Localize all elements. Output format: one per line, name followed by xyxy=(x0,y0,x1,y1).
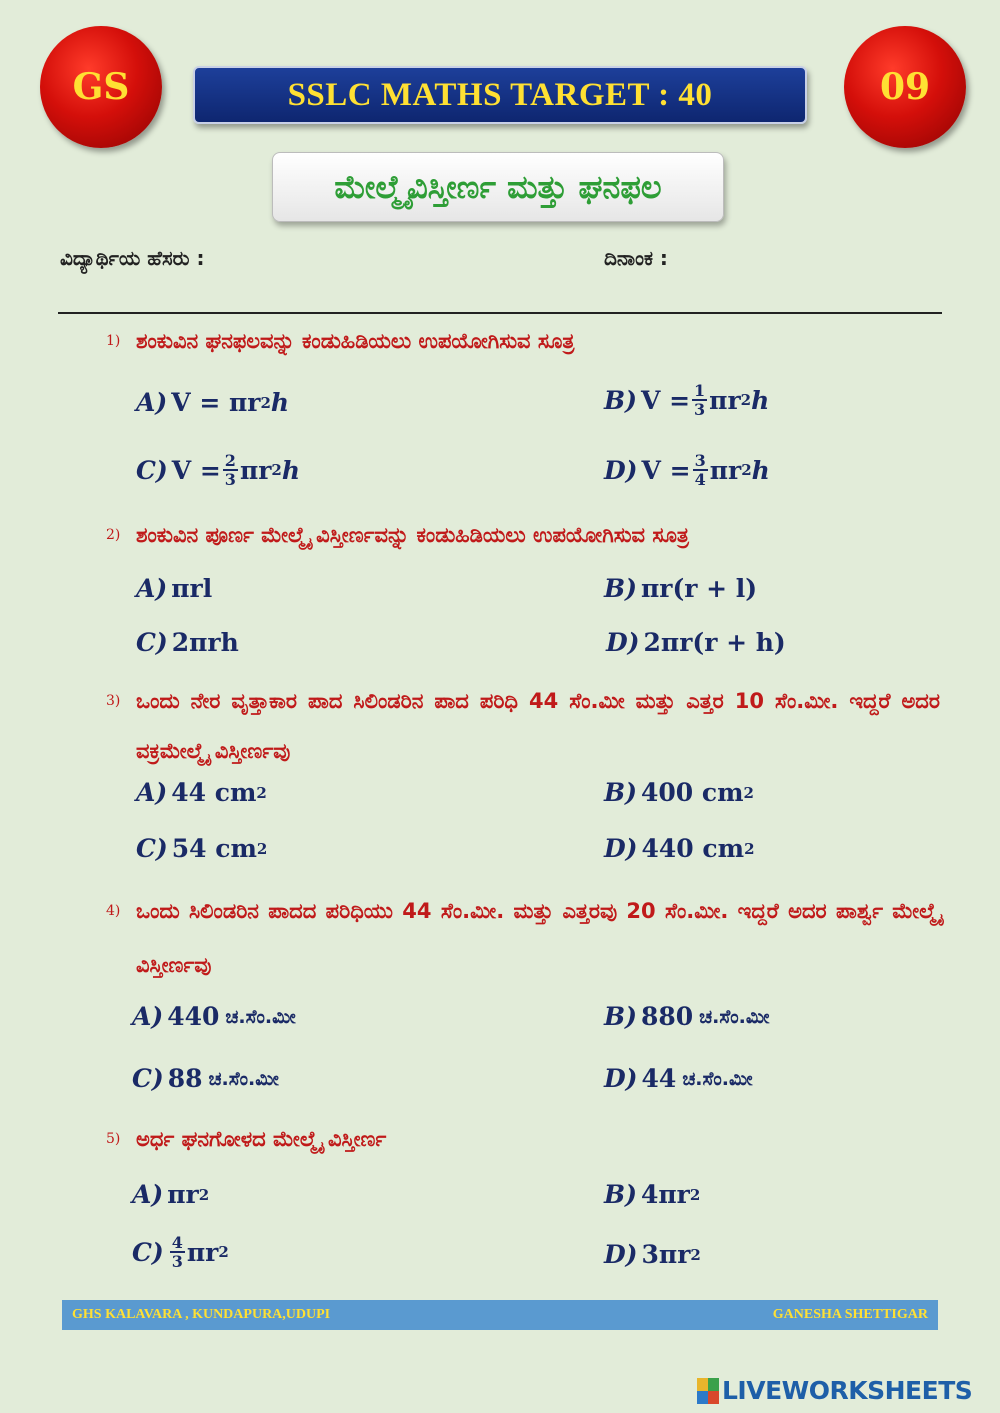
q1-option-a[interactable] xyxy=(136,388,289,417)
author-name: GANESHA SHETTIGAR xyxy=(772,1307,928,1322)
variable: h xyxy=(270,388,290,417)
option-letter: D) xyxy=(604,834,638,863)
exponent: 2 xyxy=(256,783,267,802)
exponent: 2 xyxy=(744,839,755,858)
option-letter: C) xyxy=(136,455,168,485)
q4-option-b[interactable] xyxy=(604,1002,769,1031)
denominator: 4 xyxy=(694,470,706,489)
numerator: 4 xyxy=(171,1233,183,1252)
option-letter: A) xyxy=(136,574,168,603)
option-letter: C) xyxy=(132,1237,164,1267)
q2-option-c[interactable] xyxy=(136,628,239,657)
numerator: 1 xyxy=(694,381,706,400)
option-formula: V = xyxy=(641,455,691,485)
option-letter: A) xyxy=(136,388,168,417)
q4-option-a[interactable] xyxy=(132,1002,296,1031)
q2-option-a[interactable] xyxy=(136,574,212,603)
exponent: 2 xyxy=(689,1185,701,1204)
q4-option-d[interactable] xyxy=(604,1064,753,1093)
question-number: 3) xyxy=(106,693,121,709)
option-formula: 2πrh xyxy=(171,628,239,657)
option-formula-part: πr xyxy=(709,385,741,415)
liveworksheets-logo[interactable] xyxy=(697,1376,972,1405)
exponent: 2 xyxy=(690,1245,701,1264)
option-letter: D) xyxy=(604,1064,638,1093)
numerator: 2 xyxy=(224,451,236,470)
option-value: 44 xyxy=(641,1064,677,1093)
unit-label: ಚ.ಸೆಂ.ಮೀ xyxy=(225,1005,296,1028)
question-number: 5) xyxy=(106,1131,121,1147)
question-5 xyxy=(106,1114,940,1164)
q3-option-b[interactable] xyxy=(604,778,754,807)
question-number: 1) xyxy=(106,333,121,349)
q4-option-c[interactable] xyxy=(132,1064,279,1093)
question-4 xyxy=(106,884,940,992)
option-value: 44 cm xyxy=(171,778,257,807)
q5-option-d[interactable] xyxy=(604,1240,701,1269)
q5-option-b[interactable] xyxy=(604,1180,700,1209)
date-label: ದಿನಾಂಕ : xyxy=(604,246,668,270)
exponent: 2 xyxy=(271,461,282,479)
variable: h xyxy=(751,385,770,415)
denominator: 3 xyxy=(171,1252,183,1271)
option-letter: C) xyxy=(136,834,168,863)
q5-option-a[interactable] xyxy=(132,1180,209,1209)
option-formula: V = xyxy=(171,455,221,485)
option-formula: 2πr(r + h) xyxy=(643,628,786,657)
question-1 xyxy=(106,316,940,366)
option-value: 54 cm xyxy=(171,834,257,863)
denominator: 3 xyxy=(224,470,236,489)
chapter-title: ಮೇಲ್ಮೈವಿಸ್ತೀರ್ಣ ಮತ್ತು ಘನಫಲ xyxy=(272,152,724,222)
option-letter: D) xyxy=(606,628,640,657)
option-letter: A) xyxy=(132,1002,164,1031)
question-text: ಒಂದು ಸಿಲಿಂಡರಿನ ಪಾದದ ಪರಿಧಿಯು 44 ಸೆಂ.ಮೀ. ಮತ್ತು ಎತ್ತರವು 20 ಸೆಂ.ಮೀ. ಇದ್ದರೆ ಅದರ ಪಾರ್ಶ್ವ ಮೇಲ್ಮೈ ವಿಸ್ತೀರ್ಣವು xyxy=(136,899,940,977)
option-letter: B) xyxy=(604,1002,637,1031)
fraction xyxy=(223,452,238,488)
question-number: 2) xyxy=(106,527,121,543)
liveworksheets-wordmark: LIVEWORKSHEETS xyxy=(722,1376,973,1405)
gs-badge: GS xyxy=(40,26,162,148)
question-text: ಅರ್ಧ ಘನಗೋಳದ ಮೇಲ್ಮೈ ವಿಸ್ತೀರ್ಣ xyxy=(136,1127,387,1151)
q1-option-b[interactable] xyxy=(604,382,769,418)
option-formula: V = πr xyxy=(171,388,261,417)
fraction xyxy=(170,1234,185,1270)
option-formula: 4πr xyxy=(640,1180,690,1209)
option-formula: πr xyxy=(186,1237,219,1267)
option-formula: 3πr xyxy=(641,1240,691,1269)
question-number: 4) xyxy=(106,903,121,919)
option-letter: B) xyxy=(604,385,637,415)
option-formula: V = xyxy=(640,385,691,415)
exponent: 2 xyxy=(740,391,752,409)
option-letter: B) xyxy=(604,574,637,603)
exponent: 2 xyxy=(743,783,754,802)
school-name: GHS KALAVARA , KUNDAPURA,UDUPI xyxy=(72,1307,331,1322)
question-text: ಶಂಕುವಿನ ಪೂರ್ಣ ಮೇಲ್ಮೈ ವಿಸ್ತೀರ್ಣವನ್ನು ಕಂಡುಹಿಡಿಯಲು ಉಪಯೋಗಿಸುವ ಸೂತ್ರ xyxy=(136,523,689,547)
option-letter: C) xyxy=(136,628,168,657)
variable: h xyxy=(281,455,301,485)
exponent: 2 xyxy=(218,1243,229,1261)
fraction xyxy=(692,382,707,418)
fraction xyxy=(693,452,708,488)
exponent: 2 xyxy=(198,1185,210,1204)
option-letter: D) xyxy=(604,1240,638,1269)
question-2 xyxy=(106,510,940,560)
footer-bar xyxy=(62,1300,938,1330)
exponent: 2 xyxy=(741,461,752,479)
option-letter: A) xyxy=(132,1180,164,1209)
q3-option-c[interactable] xyxy=(136,834,267,863)
option-letter: D) xyxy=(604,455,638,485)
option-formula: πrl xyxy=(171,574,213,603)
question-3 xyxy=(106,676,940,776)
question-text: ಒಂದು ನೇರ ವೃತ್ತಾಕಾರ ಪಾದ ಸಿಲಿಂಡರಿನ ಪಾದ ಪರಿಧಿ 44 ಸೆಂ.ಮೀ ಮತ್ತು ಎತ್ತರ 10 ಸೆಂ.ಮೀ. ಇದ್ದರೆ ಅದರ ವಕ್ರಮೇಲ್ಮೈ ವಿಸ್ತೀರ್ಣವು xyxy=(136,689,940,763)
option-formula: πr(r + l) xyxy=(640,574,758,603)
student-name-label: ವಿದ್ಯಾರ್ಥಿಯ ಹೆಸರು : xyxy=(60,246,205,270)
question-text: ಶಂಕುವಿನ ಘನಫಲವನ್ನು ಕಂಡುಹಿಡಿಯಲು ಉಪಯೋಗಿಸುವ ಸೂತ್ರ xyxy=(136,329,575,353)
option-letter: A) xyxy=(136,778,168,807)
unit-label: ಚ.ಸೆಂ.ಮೀ xyxy=(699,1005,770,1028)
exponent: 2 xyxy=(256,839,268,858)
unit-label: ಚ.ಸೆಂ.ಮೀ xyxy=(208,1067,279,1090)
exponent: 2 xyxy=(260,393,271,412)
option-letter: B) xyxy=(604,778,637,807)
q5-option-c[interactable] xyxy=(132,1234,229,1270)
unit-label: ಚ.ಸೆಂ.ಮೀ xyxy=(682,1067,753,1090)
option-value: 400 cm xyxy=(640,778,744,807)
option-value: 440 cm xyxy=(641,834,745,863)
liveworksheets-icon xyxy=(697,1378,719,1404)
option-value: 880 xyxy=(640,1002,694,1031)
denominator: 3 xyxy=(694,400,706,419)
variable: h xyxy=(751,455,770,485)
q2-option-d[interactable] xyxy=(606,628,786,657)
option-formula: πr xyxy=(167,1180,199,1209)
header-divider xyxy=(58,312,942,314)
option-letter: C) xyxy=(132,1064,164,1093)
option-letter: B) xyxy=(604,1180,637,1209)
option-value: 88 xyxy=(167,1064,203,1093)
option-formula-part: πr xyxy=(709,455,742,485)
q3-option-d[interactable] xyxy=(604,834,755,863)
option-formula-part: πr xyxy=(239,455,272,485)
q1-option-c[interactable] xyxy=(136,452,300,488)
q2-option-b[interactable] xyxy=(604,574,757,603)
numerator: 3 xyxy=(694,451,706,470)
q1-option-d[interactable] xyxy=(604,452,770,488)
worksheet-title: SSLC MATHS TARGET : 40 xyxy=(193,66,807,124)
option-value: 440 xyxy=(167,1002,220,1031)
worksheet-number-badge: 09 xyxy=(844,26,966,148)
q3-option-a[interactable] xyxy=(136,778,267,807)
